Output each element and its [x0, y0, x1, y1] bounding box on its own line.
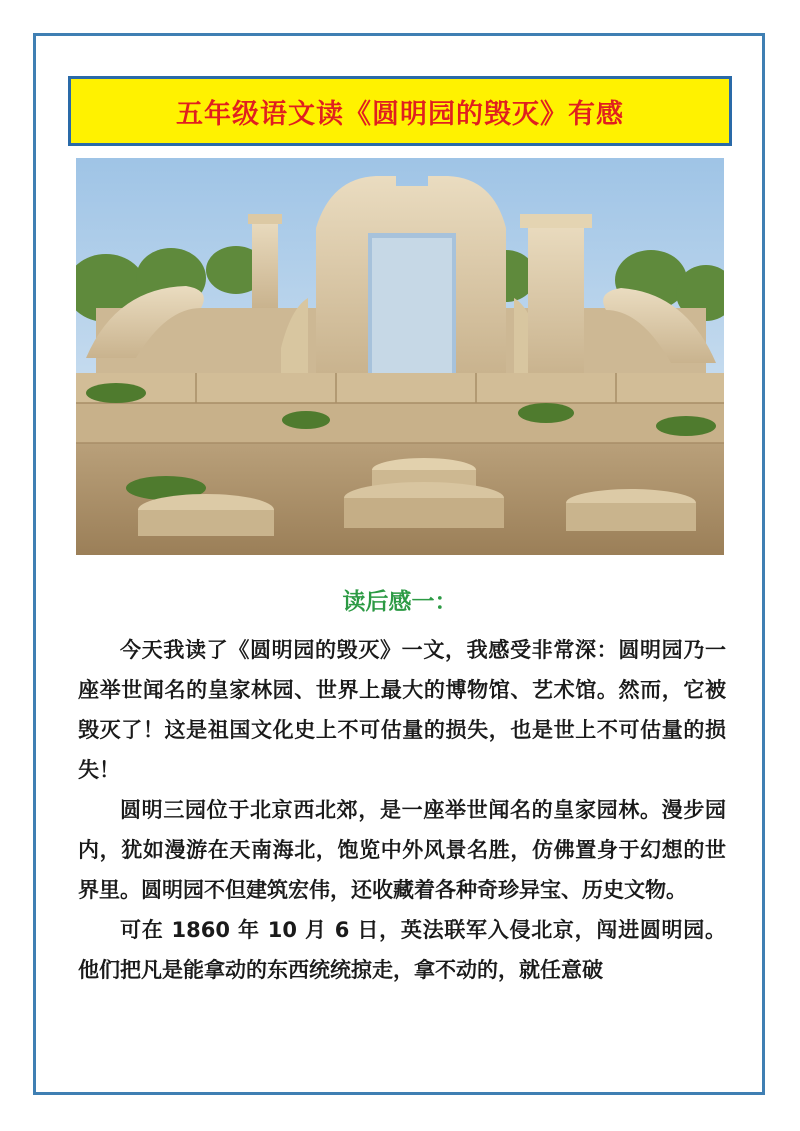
- title-banner: [68, 76, 732, 146]
- article-body: [78, 630, 726, 990]
- paragraph: 圆明三园位于北京西北郊，是一座举世闻名的皇家园林。漫步园内，犹如漫游在天南海北，饱览中外风景名胜，仿佛置身于幻想的世界里。圆明园不但建筑宏伟，还收藏着各种奇珍异宝、历史文物。: [78, 798, 726, 902]
- paragraph: 今天我读了《圆明园的毁灭》一文，我感受非常深：圆明园乃一座举世闻名的皇家林园、世界上最大的博物馆、艺术馆。然而，它被毁灭了！这是祖国文化史上不可估量的损失，也是世上不可估量的损失！: [78, 638, 726, 782]
- paragraph: 可在 1860 年 10 月 6 日，英法联军入侵北京，闯进圆明园。他们把凡是能拿动的东西统统掠走，拿不动的，就任意破: [78, 918, 726, 982]
- section-heading: 读后感一：: [342, 589, 458, 615]
- ruins-photo-icon: [76, 158, 724, 555]
- page-title: 五年级语文读《圆明园的毁灭》有感: [176, 98, 624, 130]
